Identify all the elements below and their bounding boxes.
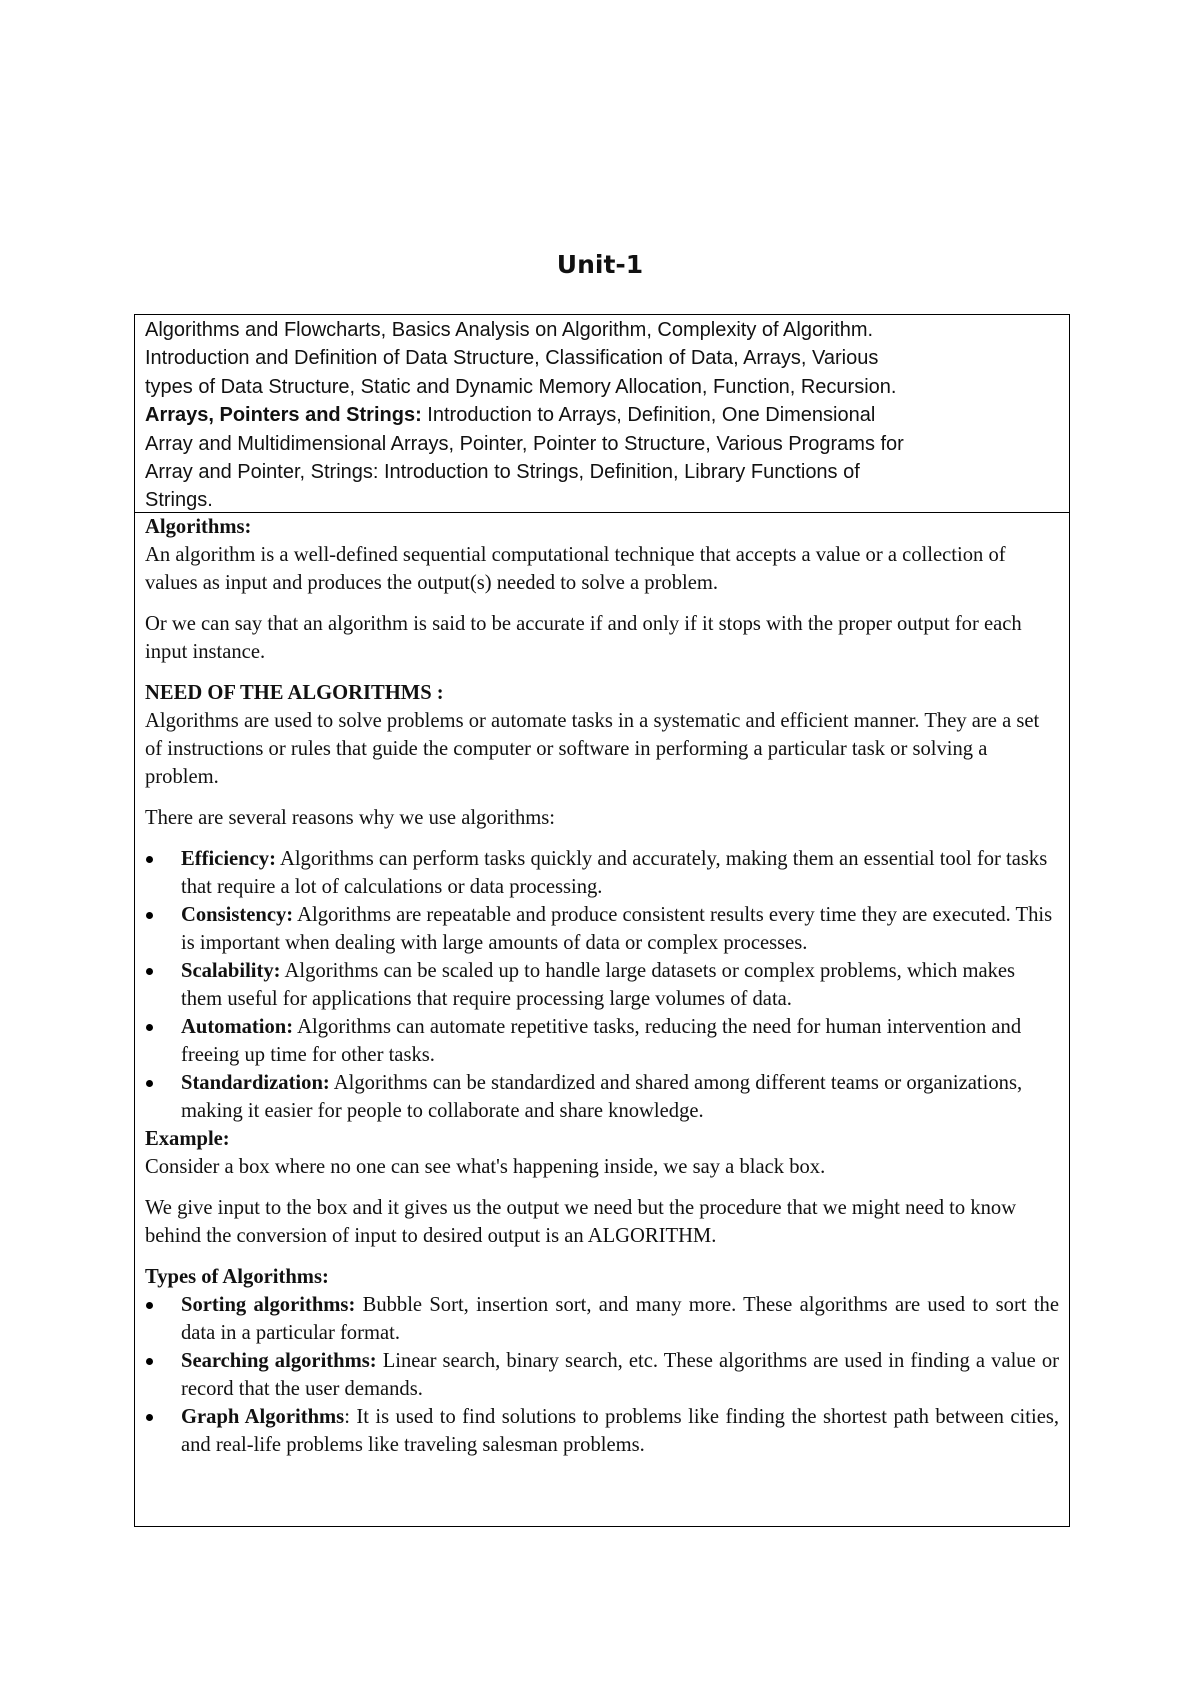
need-heading (145, 679, 1059, 707)
bullet-icon (146, 968, 153, 975)
reasons-intro: There are several reasons why we use algorithms: (145, 807, 556, 829)
list-item (145, 1347, 1059, 1403)
syllabus-line: Strings. (145, 489, 213, 512)
reasons-list (145, 845, 1059, 1125)
syllabus-line: Introduction and Definition of Data Structure, Classification of Data, Arrays, Various (145, 347, 879, 370)
unit-table (134, 314, 1070, 1527)
list-item-term: Graph Algorithms (181, 1406, 345, 1428)
list-item (145, 1013, 1059, 1069)
types-heading-text: Types of Algorithms: (145, 1266, 329, 1288)
syllabus-line (145, 401, 1059, 429)
types-list (145, 1291, 1059, 1459)
list-item (145, 845, 1059, 901)
bullet-icon (146, 1080, 153, 1087)
syllabus-line: Array and Pointer, Strings: Introduction to Strings, Definition, Library Functions of (145, 461, 860, 484)
list-item-term: Searching algorithms: (181, 1350, 377, 1372)
list-item-text: : It is used to find solutions to problems like finding the shortest path between cities, and real-life problems like traveling salesman problems. (181, 1406, 1060, 1456)
list-item-text: Algorithms can automate repetitive tasks, reducing the need for human intervention and freeing up time for other tasks. (181, 1016, 1022, 1066)
syllabus-line: Array and Multidimensional Arrays, Pointer, Pointer to Structure, Various Programs for (145, 432, 904, 455)
list-item-term: Standardization: (181, 1072, 330, 1094)
list-item-text: Linear search, binary search, etc. These algorithms are used in finding a value or record that the user demands. (181, 1350, 1059, 1400)
list-item-text: Algorithms can be standardized and shared among different teams or organizations, making it easier for people to collaborate and share knowledge. (181, 1072, 1023, 1122)
syllabus-text: Introduction to Arrays, Definition, One Dimensional (421, 404, 876, 427)
list-item-text: Bubble Sort, insertion sort, and many more. These algorithms are used to sort the data in a particular format. (181, 1294, 1059, 1344)
list-item-term: Automation: (181, 1016, 294, 1038)
list-item (145, 1291, 1059, 1347)
example-paragraph: We give input to the box and it gives us the output we need but the procedure that we might need to know behind the conversion of input to desired output is an ALGORITHM. (145, 1197, 1017, 1247)
bullet-icon (146, 856, 153, 863)
syllabus-line: Algorithms and Flowcharts, Basics Analysis on Algorithm, Complexity of Algorithm. (145, 319, 874, 341)
bullet-icon (146, 1024, 153, 1031)
syllabus-subheading: Arrays, Pointers and Strings: (145, 404, 422, 427)
bullet-icon (146, 1414, 153, 1421)
page-title: Unit-1 (556, 250, 644, 279)
need-intro: Algorithms are used to solve problems or automate tasks in a systematic and efficient manner. They are a set of instructions or rules that guide the computer or software in performing a particular task or solving a problem. (145, 710, 1040, 788)
list-item-term: Sorting algorithms: (181, 1294, 356, 1316)
types-heading (145, 1263, 1059, 1291)
list-item-term: Consistency: (181, 904, 294, 926)
algorithm-accuracy: Or we can say that an algorithm is said to be accurate if and only if it stops with the proper output for each input instance. (145, 613, 1022, 663)
need-heading-text: NEED OF THE ALGORITHMS : (145, 682, 444, 704)
example-paragraph: Consider a box where no one can see what's happening inside, we say a black box. (145, 1156, 826, 1178)
syllabus-cell (135, 315, 1069, 513)
list-item (145, 1403, 1059, 1459)
list-item-text: Algorithms are repeatable and produce consistent results every time they are executed. This is important when dealing with large amounts of data or complex processes. (181, 904, 1053, 954)
list-item (145, 1069, 1059, 1125)
list-item-text: Algorithms can perform tasks quickly and accurately, making them an essential tool for tasks that require a lot of calculations or data processing. (181, 848, 1048, 898)
bullet-icon (146, 1302, 153, 1309)
example-heading-text: Example: (145, 1128, 230, 1150)
bullet-icon (146, 1358, 153, 1365)
list-item-text: Algorithms can be scaled up to handle large datasets or complex problems, which makes them useful for applications that require processing large volumes of data. (181, 960, 1016, 1010)
notes-cell (135, 513, 1069, 1459)
list-item (145, 957, 1059, 1013)
algorithm-definition: An algorithm is a well-defined sequential computational technique that accepts a value or a collection of values as input and produces the output(s) needed to solve a problem. (145, 544, 1006, 594)
example-heading (145, 1125, 1059, 1153)
syllabus-line: types of Data Structure, Static and Dynamic Memory Allocation, Function, Recursion. (145, 375, 897, 398)
list-item-term: Scalability: (181, 960, 281, 982)
algorithms-heading (145, 513, 1059, 541)
bullet-icon (146, 912, 153, 919)
list-item-term: Efficiency: (181, 848, 276, 870)
algorithms-heading-text: Algorithms: (145, 516, 252, 538)
list-item (145, 901, 1059, 957)
